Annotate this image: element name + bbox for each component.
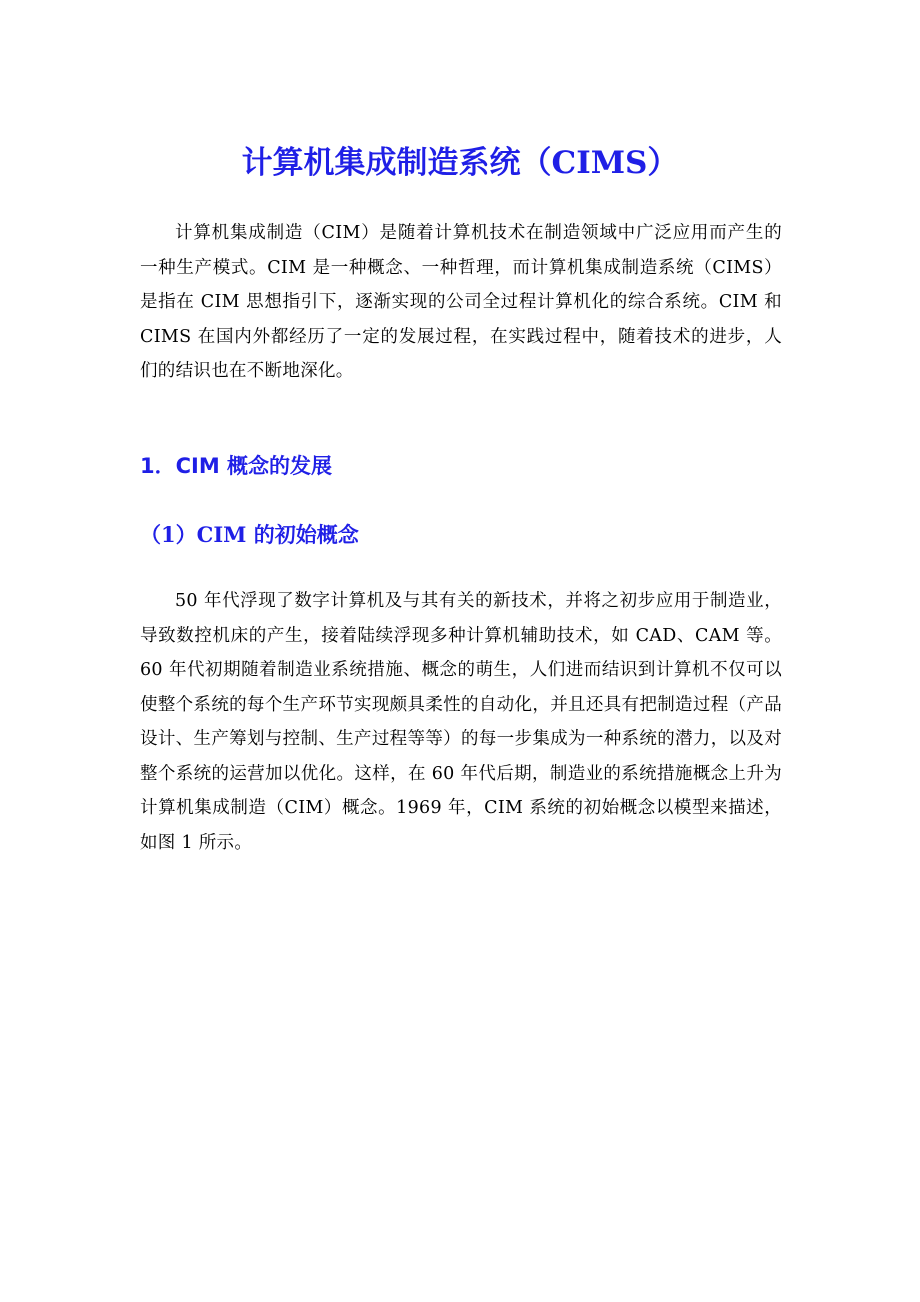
subsection-paragraph: 50 年代浮现了数字计算机及与其有关的新技术，并将之初步应用于制造业，导致数控机床的产生，接着陆续浮现多种计算机辅助技术，如 CAD、CAM 等。60 年代初期随着制造业系统措施、概念的萌生，人们进而结识到计算机不仅可以使整个系统的每个生产环节实现颇具柔性的自动化，并且还具有把制造过程（产品设计、生产筹划与控制、生产过程等等）的每一步集成为一种系统的潜力，以及对整个系统的运营加以优化。这样，在 60 年代后期，制造业的系统措施概念上升为计算机集成制造（CIM）概念。1969 年，CIM 系统的初始概念以模型来描述，如图 1 所示。 (140, 591, 782, 853)
subsection-heading: （1）CIM 的初始概念 (140, 522, 359, 547)
section-heading: 1．CIM 概念的发展 (140, 454, 333, 478)
intro-paragraph: 计算机集成制造（CIM）是随着计算机技术在制造领域中广泛应用而产生的一种生产模式。CIM 是一种概念、一种哲理，而计算机集成制造系统（CIMS）是指在 CIM 思想指引下，逐渐实现的公司全过程计算机化的综合系统。CIM 和 CIMS 在国内外都经历了一定的发展过程，在实践过程中，随着技术的进步，人们的结识也在不断地深化。 (140, 223, 782, 381)
document-title: 计算机集成制造系统（CIMS） (241, 145, 679, 181)
